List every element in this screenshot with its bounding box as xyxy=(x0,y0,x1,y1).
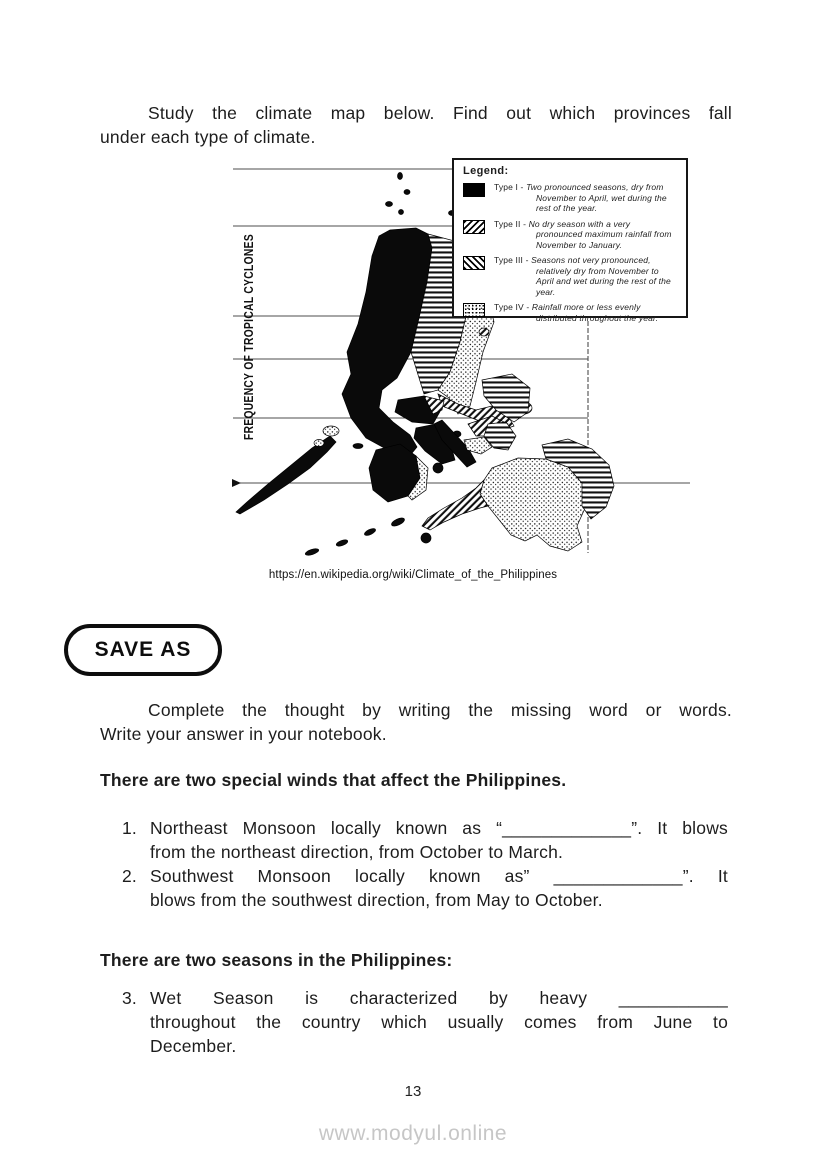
legend-type-desc: No dry season with a very pronounced maximum rainfall from November to January. xyxy=(528,218,672,250)
intro-paragraph xyxy=(100,101,732,149)
item-line: blows from the southwest direction, from May to October. xyxy=(150,890,603,910)
intro-line: under each type of climate. xyxy=(100,127,316,147)
list-item-number: 2. xyxy=(122,866,137,886)
type3-hatch-swatch xyxy=(463,256,485,270)
list-item xyxy=(122,986,728,1058)
legend-type-label: Type III - xyxy=(494,255,529,265)
list-item-text xyxy=(150,816,728,864)
map-attribution-url: https://en.wikipedia.org/wiki/Climate_of_the_Philippines xyxy=(268,569,558,581)
legend-item-type4 xyxy=(463,302,678,323)
list-item xyxy=(122,864,728,912)
instructions-line: Write your answer in your notebook. xyxy=(100,724,387,744)
type4-stipple-swatch xyxy=(463,303,485,317)
legend-item-type3 xyxy=(463,255,678,297)
map-legend xyxy=(452,158,688,323)
item-line: Southwest Monsoon locally known as” _____________”. It xyxy=(150,866,728,886)
monsoon-list xyxy=(122,816,728,912)
type2-hatch-swatch xyxy=(463,220,485,234)
watermark: www.modyul.online xyxy=(318,1122,508,1145)
save-as-badge xyxy=(64,624,222,676)
philippines-climate-map xyxy=(230,150,692,560)
save-as-label: SAVE AS xyxy=(94,638,192,661)
list-item-text xyxy=(150,986,728,1058)
legend-type-desc: Seasons not very pronounced, relatively dry from November to April and wet during the rest of the year. xyxy=(531,255,671,297)
list-item-text xyxy=(150,864,728,912)
legend-type-desc: Rainfall more or less evenly distributed throughout the year. xyxy=(531,302,659,323)
item-line: Wet Season is characterized by heavy ___________ xyxy=(150,988,728,1008)
activity-instructions xyxy=(100,698,732,746)
intro-line: Study the climate map below. Find out which provinces fall xyxy=(148,103,732,123)
item-line: from the northeast direction, from October to March. xyxy=(150,842,564,862)
section-heading-winds: There are two special winds that affect the Philippines. xyxy=(100,770,567,790)
legend-type-label: Type IV - xyxy=(494,302,530,312)
item-line: throughout the country which usually comes from June to xyxy=(150,1012,728,1032)
legend-item-type2 xyxy=(463,219,678,251)
section-heading-seasons: There are two seasons in the Philippines: xyxy=(100,950,453,970)
seasons-list xyxy=(122,986,728,1058)
legend-type-label: Type II - xyxy=(494,218,527,229)
page-number: 13 xyxy=(404,1083,422,1100)
list-item-number: 3. xyxy=(122,988,137,1008)
legend-type-desc: Two pronounced seasons, dry from November to April, wet during the rest of the year. xyxy=(526,182,667,213)
item-line: December. xyxy=(150,1036,237,1056)
list-item-number: 1. xyxy=(122,818,137,838)
list-item xyxy=(122,816,728,864)
instructions-line: Complete the thought by writing the missing word or words. xyxy=(148,700,732,720)
map-axis-label: FREQUENCY OF TROPICAL CYCLONES xyxy=(242,188,256,440)
legend-title: Legend: xyxy=(463,165,509,177)
type1-solid-swatch xyxy=(463,183,485,197)
item-line: Northeast Monsoon locally known as “_____________”. It blows xyxy=(150,818,728,838)
legend-item-type1 xyxy=(463,182,678,214)
gridline-arrow xyxy=(232,479,241,487)
legend-type-label: Type I - xyxy=(494,182,524,192)
